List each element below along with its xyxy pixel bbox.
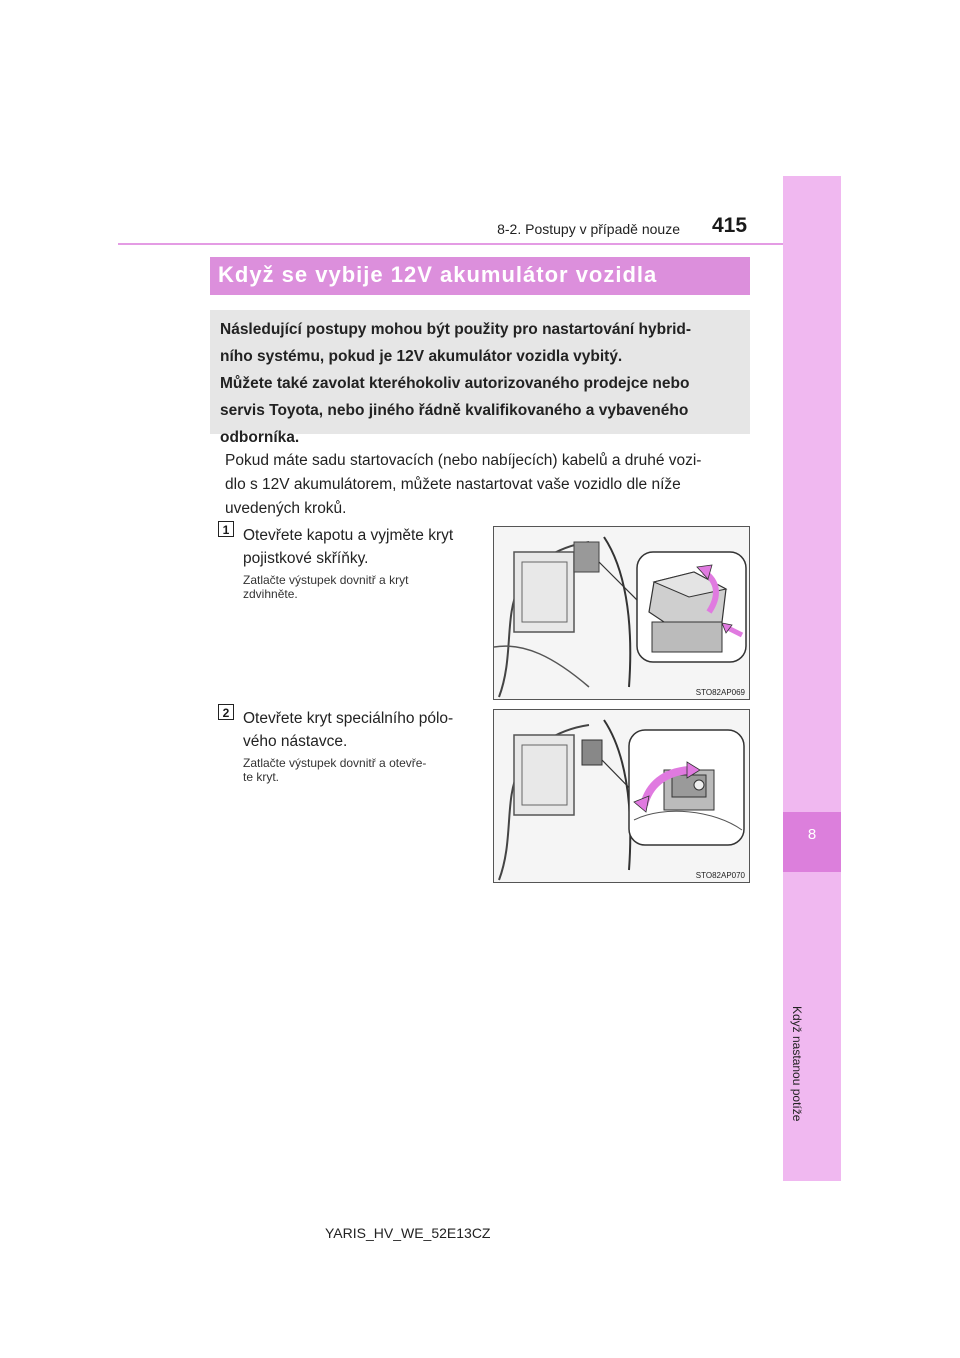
chapter-title: Když nastanou potíže	[790, 1006, 804, 1122]
fuse-box-illustration	[494, 527, 750, 700]
step-number-badge: 2	[218, 704, 234, 720]
intro-line: ního systému, pokud je 12V akumulátor vozidla vybitý.	[220, 348, 623, 365]
body-paragraph	[225, 449, 746, 521]
step-note-line: Zatlačte výstupek dovnitř a kryt	[243, 573, 409, 587]
body-line: uvedených kroků.	[225, 500, 347, 517]
step-title	[243, 524, 478, 570]
header-divider	[118, 243, 783, 245]
figure-code: STO82AP069	[695, 688, 745, 697]
document-code: YARIS_HV_WE_52E13CZ	[325, 1225, 491, 1241]
terminal-cover-figure	[493, 709, 750, 883]
step-note-line: te kryt.	[243, 770, 280, 784]
page-title: Když se vybije 12V akumulátor vozidla	[218, 262, 658, 287]
page-number: 415	[712, 214, 748, 237]
intro-line: Následující postupy mohou být použity pro nastartování hybrid-	[220, 321, 692, 338]
figure-code: STO82AP070	[695, 871, 745, 880]
step-note	[243, 573, 478, 601]
chapter-number: 8	[807, 826, 817, 843]
step-note	[243, 756, 478, 784]
intro-text	[220, 316, 741, 451]
step-title	[243, 707, 478, 753]
step-title-line: vého nástavce.	[243, 733, 348, 750]
step-title-line: pojistkové skříňky.	[243, 550, 369, 567]
step-title-line: Otevřete kapotu a vyjměte kryt	[243, 527, 454, 544]
body-line: Pokud máte sadu startovacích (nebo nabíjecích) kabelů a druhé vozi-	[225, 452, 702, 469]
step-number-badge: 1	[218, 521, 234, 537]
intro-line: odborníka.	[220, 429, 300, 446]
step-title-line: Otevřete kryt speciálního pólo-	[243, 710, 454, 727]
fuse-box-figure	[493, 526, 750, 700]
step-note-line: Zatlačte výstupek dovnitř a otevře-	[243, 756, 427, 770]
body-line: dlo s 12V akumulátorem, můžete nastartovat vaše vozidlo dle níže	[225, 476, 681, 493]
terminal-cover-illustration	[494, 710, 750, 883]
step-note-line: zdvihněte.	[243, 587, 298, 601]
intro-line: Můžete také zavolat kteréhokoliv autorizovaného prodejce nebo	[220, 375, 690, 392]
intro-line: servis Toyota, nebo jiného řádně kvalifikovaného a vybaveného	[220, 402, 689, 419]
section-heading: 8-2. Postupy v případě nouze	[497, 221, 680, 237]
